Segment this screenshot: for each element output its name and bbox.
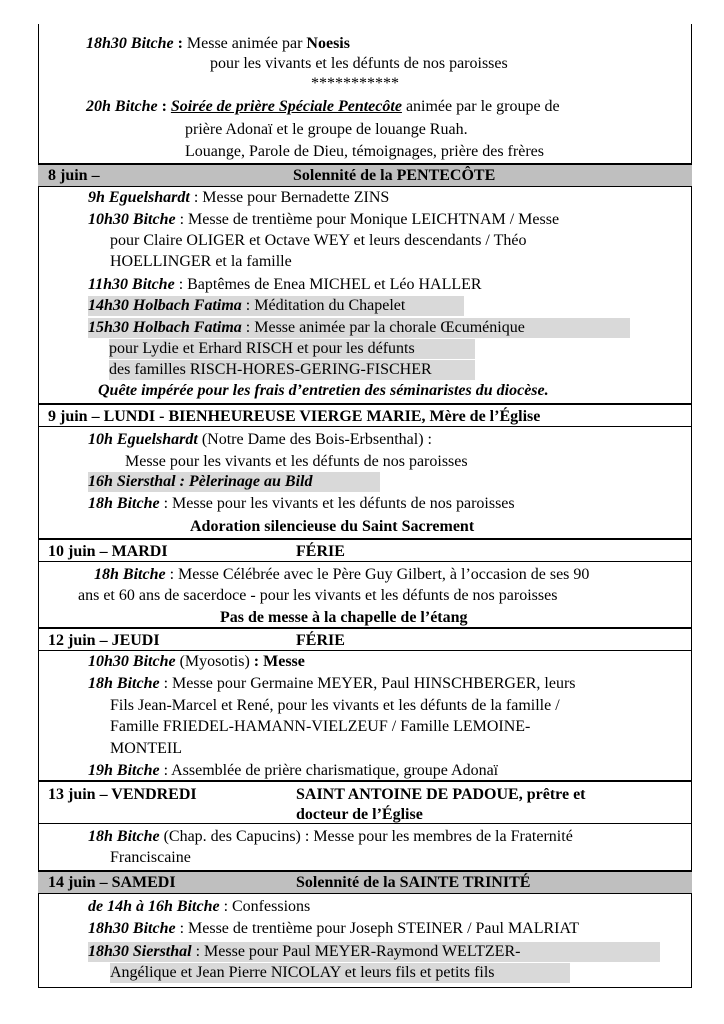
d8-line5: 11h30 Bitche : Baptêmes de Enea MICHEL et Léo HALLER [88,276,482,293]
d13-line1: 18h Bitche (Chap. des Capucins) : Messe pour les membres de la Fraternité [88,828,573,845]
date-label: 8 juin – [48,167,100,184]
d12-line2: 18h Bitche : Messe pour Germaine MEYER, Paul HINSCHBERGER, leurs [88,675,576,692]
d14-line3: 18h30 Siersthal : Messe pour Paul MEYER-Raymond WELTZER- [88,942,660,962]
day-header-13-juin [38,780,692,824]
d12-line5: MONTEIL [110,740,182,757]
day-title: 9 juin – LUNDI - BIENHEUREUSE VIERGE MARIE, Mère de l’Église [48,408,541,425]
d12-line4: Famille FRIEDEL-HAMANN-VIELZEUF / Famille LEMOINE- [110,718,531,735]
d8-line7: 15h30 Holbach Fatima : Messe animée par la chorale Œcuménique [88,318,630,338]
d10-line1: 18h Bitche : Messe Célébrée avec le Père Guy Gilbert, à l’occasion de ses 90 [94,566,590,583]
date-label: 12 juin – JEUDI [48,632,160,649]
d8-line8: pour Lydie et Erhard RISCH et pour les défunts [109,339,475,359]
d10-note: Pas de messe à la chapelle de l’étang [220,609,468,626]
day-title: FÉRIE [296,632,345,649]
d9-adoration: Adoration silencieuse du Saint Sacrement [190,518,475,535]
d14-line4: Angélique et Jean Pierre NICOLAY et leurs fils et petits fils [110,963,570,983]
day-header-9-juin [38,403,692,427]
date-label: 10 juin – MARDI [48,543,168,560]
d8-line4: HOELLINGER et la famille [110,253,292,270]
s1-line6: Louange, Parole de Dieu, témoignages, prière des frères [185,143,544,160]
day-title: Solennité de la SAINTE TRINITÉ [296,874,531,891]
d14-line2: 18h30 Bitche : Messe de trentième pour Joseph STEINER / Paul MALRIAT [88,920,580,937]
s1-line4: 20h Bitche : Soirée de prière Spéciale Pentecôte animée par le groupe de [86,98,560,115]
d8-line3: pour Claire OLIGER et Octave WEY et leurs descendants / Théo [110,232,527,249]
s1-line5: prière Adonaï et le groupe de louange Ruah. [185,121,468,138]
day-title: Solennité de la PENTECÔTE [293,167,496,184]
s1-line2: pour les vivants et les défunts de nos paroisses [210,55,508,72]
d12-line3: Fils Jean-Marcel et René, pour les vivants et les défunts de la famille / [110,697,560,714]
d8-line1: 9h Eguelshardt : Messe pour Bernadette ZINS [88,189,390,206]
day-title-line1: SAINT ANTOINE DE PADOUE, prêtre et [296,786,586,803]
d9-line4: 18h Bitche : Messe pour les vivants et les défunts de nos paroisses [88,495,515,512]
d12-line6: 19h Bitche : Assemblée de prière charismatique, groupe Adonaï [88,762,499,779]
day-title-line2: docteur de l’Église [296,806,423,823]
d10-line2: ans et 60 ans de sacerdoce - pour les vivants et les défunts de nos paroisses [78,587,558,604]
d8-line2: 10h30 Bitche : Messe de trentième pour Monique LEICHTNAM / Messe [88,211,560,228]
date-label: 13 juin – VENDREDI [48,786,197,803]
d12-line1: 10h30 Bitche (Myosotis) : Messe [88,653,305,670]
schedule-page [38,24,692,988]
bottom-border [38,987,692,988]
day-header-14-juin [38,870,692,894]
s1-line1: 18h30 Bitche : Messe animée par Noesis [86,35,350,52]
d8-line6: 14h30 Holbach Fatima : Méditation du Chapelet [88,296,464,316]
d8-line9: des familles RISCH-HORES-GERING-FISCHER [109,360,475,380]
d9-line2: Messe pour les vivants et les défunts de nos paroisses [125,453,468,470]
d9-line1: 10h Eguelshardt (Notre Dame des Bois-Erbsenthal) : [88,431,432,448]
d8-quete: Quête impérée pour les frais d’entretien des séminaristes du diocèse. [98,382,549,399]
d13-line2: Franciscaine [110,849,191,866]
day-header-10-juin [38,538,692,562]
day-title: FÉRIE [296,543,345,560]
day-header-8-juin [38,163,692,187]
d14-line1: de 14h à 16h Bitche : Confessions [88,898,311,915]
d9-line3: 16h Siersthal : Pèlerinage au Bild [88,472,380,492]
day-header-12-juin [38,627,692,651]
s1-stars: *********** [311,75,399,92]
date-label: 14 juin – SAMEDI [48,874,176,891]
